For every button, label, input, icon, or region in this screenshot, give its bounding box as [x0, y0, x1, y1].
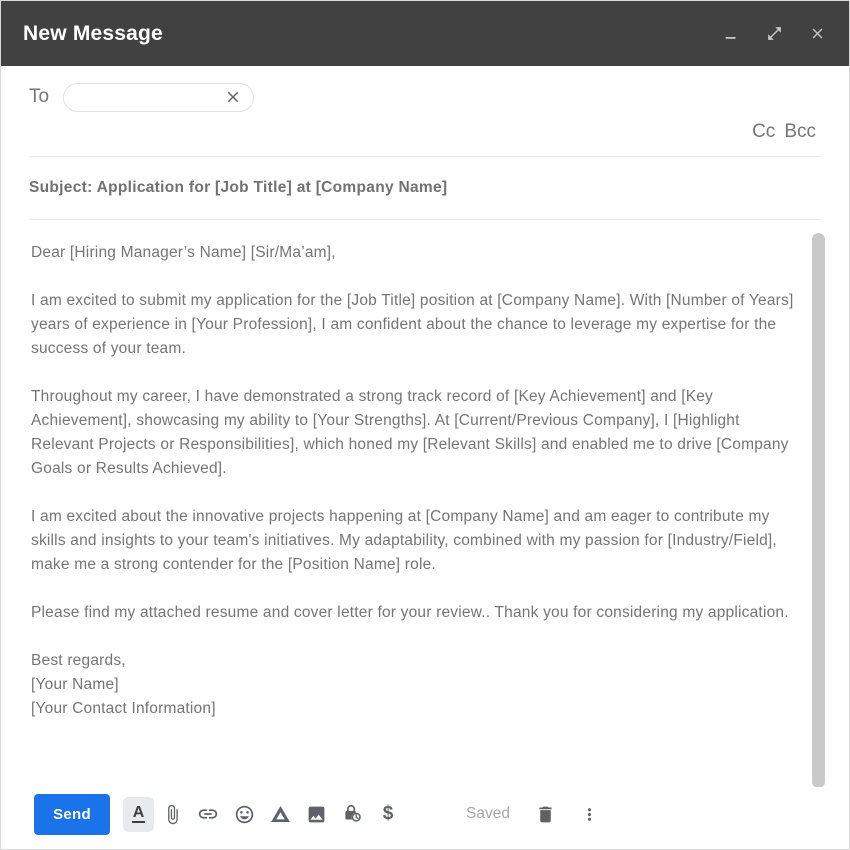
dollar-glyph: $ — [382, 803, 394, 824]
bcc-link[interactable]: Bcc — [784, 121, 816, 142]
insert-emoji-icon[interactable] — [226, 796, 262, 832]
to-label: To — [29, 86, 50, 107]
body-paragraph: Throughout my career, I have demonstrated a strong track record of [Key Achievement] and [Key Achievement], showcasing my ability to [Your Strengths]. At [Current/Previous Company], I [Highlight Relevant Projects or Responsibilities], which honed my [Relevant Skills] and enabled me to drive [Company Goals or Results Achieved]. — [31, 388, 789, 477]
to-row — [1, 66, 849, 111]
signature-line: Best regards, — [31, 652, 126, 669]
signature-line: [Your Contact Information] — [31, 700, 216, 717]
body-paragraph: I am excited to submit my application for the [Job Title] position at [Company Name]. With [Number of Years] years of experience in [Your Profession], I am confident about the chance to leverage my expertise for the success of your team. — [31, 292, 794, 357]
confidential-mode-icon[interactable] — [334, 796, 370, 832]
body-paragraph: I am excited about the innovative projects happening at [Company Name] and am eager to contribute my skills and insights to your team's initiatives. My adaptability, combined with my passion for [Industry/Field], make me a strong contender for the [Position Name] role. — [31, 508, 777, 573]
window-controls — [721, 24, 827, 44]
subject-text: Subject: Application for [Job Title] at [Company Name] — [29, 179, 448, 196]
more-options-icon[interactable] — [572, 796, 608, 832]
clear-recipient-icon[interactable] — [224, 88, 242, 106]
insert-link-icon[interactable] — [190, 796, 226, 832]
body-paragraph: Please find my attached resume and cover letter for your review.. Thank you for considering my application. — [31, 604, 789, 621]
subject-field[interactable] — [1, 157, 849, 219]
dollar-icon[interactable] — [370, 796, 406, 832]
saved-status: Saved — [466, 805, 510, 822]
cc-link[interactable]: Cc — [752, 121, 776, 142]
minimize-icon[interactable] — [721, 24, 741, 44]
attach-file-icon[interactable] — [154, 796, 190, 832]
open-in-full-icon[interactable] — [764, 24, 784, 44]
titlebar[interactable] — [1, 1, 849, 66]
close-icon[interactable] — [807, 24, 827, 44]
window-title: New Message — [23, 21, 163, 45]
compose-toolbar — [1, 787, 849, 849]
body-scrollbar[interactable] — [812, 233, 825, 788]
send-button[interactable]: Send — [34, 794, 110, 835]
recipient-input[interactable] — [63, 83, 254, 112]
trash-icon[interactable] — [528, 796, 564, 832]
insert-photo-icon[interactable] — [298, 796, 334, 832]
body-paragraph: Dear [Hiring Manager’s Name] [Sir/Ma’am], — [31, 244, 336, 261]
google-drive-icon[interactable] — [262, 796, 298, 832]
formatting-a-glyph: A — [132, 805, 146, 824]
signature-line: [Your Name] — [31, 676, 119, 693]
ccbcc-row — [1, 111, 849, 156]
message-body[interactable] — [1, 220, 849, 721]
formatting-options-icon[interactable] — [123, 797, 154, 832]
